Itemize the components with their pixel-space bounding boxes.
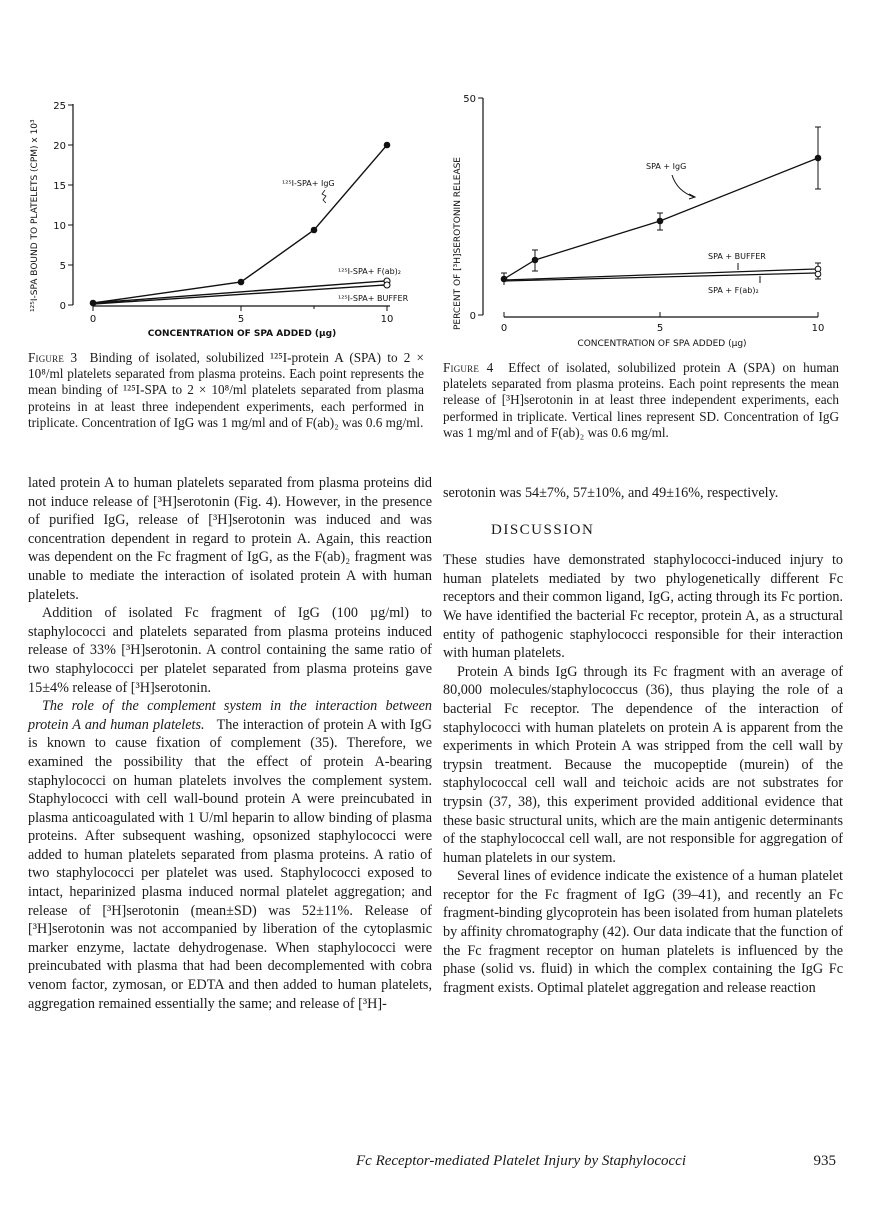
figure-4-caption-text: Effect of isolated, solubilized protein A (SPA) on human platelets separated from plasma proteins. Each point represents the mean release of [³H]serotonin in at least three independent experiments, each performed in triplicate. Vertical lines represent SD. Concentration of IgG was 1 mg/ml and of F(ab)₂ was 0.6 mg/ml.: [443, 360, 840, 440]
figure-3-label-buffer: ¹²⁵I-SPA+ BUFFER: [338, 294, 409, 303]
figure-3-label-fab: ¹²⁵I-SPA+ F(ab)₂: [338, 267, 402, 276]
figure-3-chart: [20, 90, 430, 340]
svg-text:10: 10: [380, 314, 394, 325]
paragraph: These studies have demonstrated staphylococci-induced injury to human platelets mediated by two phylogenetically different Fc receptors and their common ligand, IgG, acting through its Fc portion. We have identified the bacterial Fc receptor, protein A, as a structural entity of pathogenic staphylococci responsible for their interaction with human platelets.: [443, 552, 843, 662]
paragraph: Addition of isolated Fc fragment of IgG (100 µg/ml) to staphylococci and platelets separated from plasma proteins induced release of 33% [³H]serotonin. A control containing the same ratio of two staphylococci per platelet separated from plasma proteins gave 15±4% release of [³H]serotonin.: [28, 605, 432, 696]
paragraph: [28, 697, 432, 1013]
figure-3-caption-label: Figure 3: [28, 350, 78, 365]
figure-3-label-igg: ¹²⁵I-SPA+ IgG: [282, 179, 335, 188]
svg-text:5: 5: [237, 314, 245, 325]
figure-4-caption: [443, 360, 839, 441]
paragraph: lated protein A to human platelets separated from plasma proteins did not induce release of [³H]serotonin (Fig. 4). However, in the presence of purified IgG, release of [³H]serotonin was induced and was concentration dependent in regard to protein A. Again, this reaction was dependent on the Fc fragment of IgG, as the F(ab)₂ fragment was unable to mediate the interaction of isolated protein A with human platelets.: [28, 475, 432, 603]
figure-4-label-igg: SPA + IgG: [646, 162, 687, 171]
paragraph: Protein A binds IgG through its Fc fragment with an average of 80,000 molecules/staphylococcus (36), thus playing the role of a bacterial Fc receptor. The dependence of the interaction of staphylococci with human platelets on protein A is apparent from the experiments in which Protein A was stripped from the cell wall by trypsin treatment. Because the mucopeptide (murein) of the staphylococcal cell wall and teichoic acids are not substrates for trypsin (37, 38), this experiment provided additional evidence that these basic structural units, which are the main antigenic determinants of the staphylococcal cell wall, are not responsible for aggregation of human platelets in our system.: [443, 663, 843, 866]
figure-4-caption-label: Figure 4: [443, 360, 494, 375]
svg-text:0: 0: [89, 314, 97, 325]
figure-3-xlabel: CONCENTRATION OF SPA ADDED (µg): [147, 329, 337, 339]
figure-4-label-fab: SPA + F(ab)₂: [708, 286, 759, 295]
paragraph-text: The interaction of protein A with IgG is known to cause fixation of complement (35). Therefore, we examined the possibility that the effect of protein A-bearing staphylococci on human platelets involves the complement system. Staphylococci with cell wall-bound protein A were preincubated in plasma anticoagulated with 1 U/ml heparin to allow binding of plasma proteins. After subsequent washing, opsonized staphylococci were added to human platelets separated from plasma proteins. A ratio of two staphylococci per platelet was used. Staphylococci exposed to intact, heparinized plasma induced normal platelet aggregation; and release of [³H]serotonin (mean±SD) was 52±11%. Release of [³H]serotonin was not accompanied by liberation of the cytoplasmic marker enzyme, lactate dehydrogenase. When staphylococci were preincubated with plasma that had been decomplemented with cobra venom factor, zymosan, or EDTA and then added to human platelets, aggregation remained essentially the same; and release of [³H]-: [28, 716, 432, 1012]
svg-text:0: 0: [500, 323, 508, 334]
run-in-heading: The role of the complement system in the interaction between protein A and human platelets.: [28, 698, 432, 733]
figure-3-caption-text: Binding of isolated, solubilized ¹²⁵I-protein A (SPA) to 2 × 10⁸/ml platelets separated from plasma proteins. Each point represents the mean binding of ¹²⁵I-SPA to 2 × 10⁸/ml platelets separated from plasma proteins in at least three independent experiments, each performed in triplicate. Concentration of IgG was 1 mg/ml and of F(ab)₂ was 0.6 mg/ml.: [28, 350, 424, 430]
svg-text:10: 10: [53, 221, 66, 232]
figure-4-label-buffer: SPA + BUFFER: [708, 252, 766, 261]
figure-4-plot: [440, 80, 850, 350]
right-column: [443, 484, 843, 997]
svg-text:0: 0: [59, 301, 66, 312]
page-number: 935: [813, 1153, 836, 1169]
svg-text:50: 50: [463, 94, 476, 105]
section-heading-discussion: DISCUSSION: [491, 521, 595, 538]
figure-4-ylabel: PERCENT OF [³H]SEROTONIN RELEASE: [453, 157, 463, 330]
page-footer: [356, 1153, 836, 1170]
figure-3-plot: [20, 90, 430, 340]
svg-text:10: 10: [811, 323, 825, 334]
running-title: Fc Receptor-mediated Platelet Injury by Staphylococci: [356, 1153, 686, 1169]
svg-text:20: 20: [53, 141, 66, 152]
left-column: [28, 474, 432, 1013]
figure-3-xticks: [90, 306, 394, 325]
paragraph: Several lines of evidence indicate the existence of a human platelet receptor for the Fc fragment of IgG (39–41), and recently an Fc fragment-binding glycoprotein has been isolated from human platelets by affinity chromatography (42). Our data indicate that the function of the Fc fragment receptor on human platelets is influenced by the phase (solid vs. fluid) in which the complex containing the IgG Fc fragment exists. Optimal platelet aggregation and release reaction: [443, 868, 843, 996]
figure-3-yticks: [53, 101, 73, 312]
svg-text:25: 25: [53, 101, 66, 112]
paragraph: serotonin was 54±7%, 57±10%, and 49±16%, respectively.: [443, 485, 779, 501]
svg-text:15: 15: [53, 181, 66, 192]
figure-4-chart: [440, 80, 850, 350]
svg-text:0: 0: [469, 311, 476, 322]
figure-4-xlabel: CONCENTRATION OF SPA ADDED (µg): [577, 339, 747, 349]
figure-3-caption: [28, 350, 424, 431]
svg-text:5: 5: [59, 261, 66, 272]
figure-3-ylabel: ¹²⁵I-SPA BOUND TO PLATELETS (CPM) x 10³: [30, 119, 40, 312]
svg-text:5: 5: [656, 323, 664, 334]
